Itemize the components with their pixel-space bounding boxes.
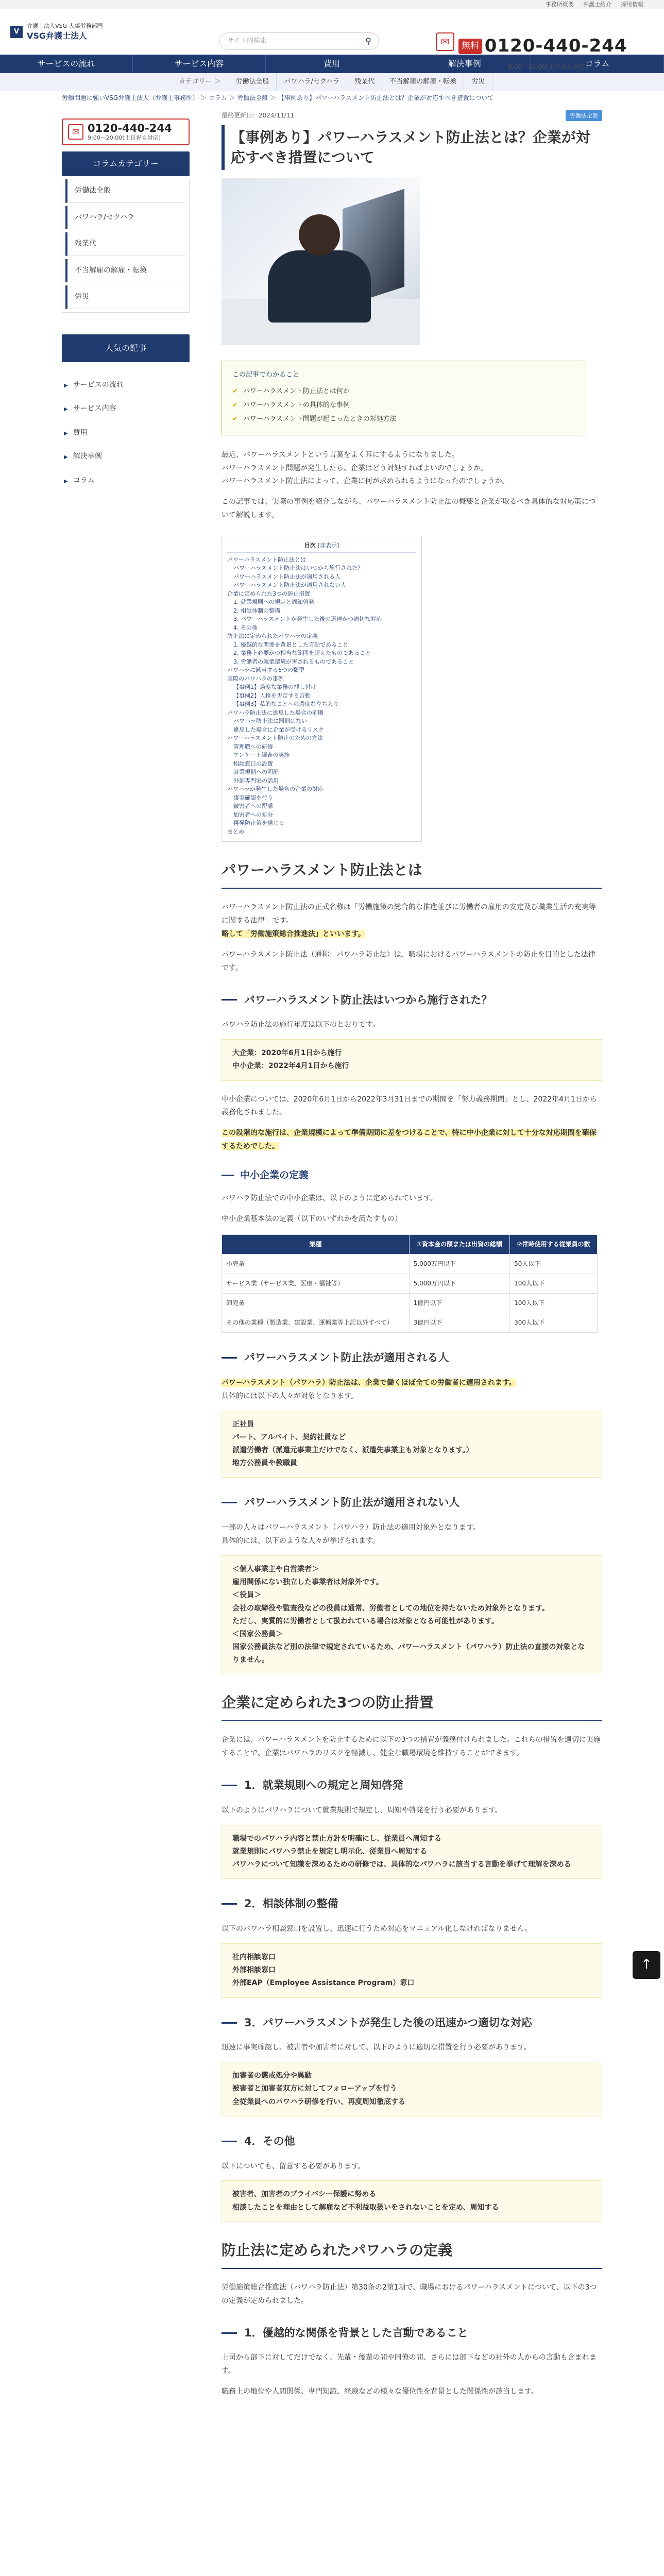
toc-item[interactable]: 再発防止策を講じる xyxy=(233,820,284,827)
section-heading: パワーハラスメント防止法とは xyxy=(222,857,602,889)
body-text: 中小企業については、2020年6月1日から2022年3月31日までの期間を「努力義務期間」とし、2022年4月1日から義務化されました。 xyxy=(222,1095,597,1117)
toc-item[interactable]: パワハラに該当する6つの類型 xyxy=(227,667,304,674)
toc-item[interactable]: 1. 就業規則への規定と周知啓発 xyxy=(233,599,314,606)
breadcrumb[interactable]: 労働問題に強いVSG弁護士法人（弁護士事務所） ＞ コラム ＞ 労働法全般 ＞ 【事例あり】パワーハラスメント防止法とは？企業が対応すべき措置について xyxy=(62,94,494,101)
category-list xyxy=(62,179,190,313)
body-text: パワハラ防止法の施行年度は以下のとおりです。 xyxy=(222,1021,380,1029)
body-text: パワーハラスメント防止法の正式名称は「労働施策の総合的な推進並びに労働者の雇用の安定及び職業生活の充実等に関する法律」です。 略して「労働施策総合推進法」といいます。 xyxy=(222,903,596,938)
body-text: 迅速に事実確認し、被害者や加害者に対して、以下のように適切な措置を行う必要があります。 xyxy=(222,2043,531,2052)
body-text: 以下についても、留意する必要があります。 xyxy=(222,2162,365,2171)
toc-item[interactable]: 実際のパワハラの事例 xyxy=(227,675,284,682)
category-item[interactable]: 労災 xyxy=(65,285,186,309)
table-header: ①資本金の額または出資の総額 xyxy=(409,1235,509,1255)
learn-item: ✔ パワーハラスメント防止法とは何か xyxy=(232,385,575,399)
sme-table xyxy=(222,1234,598,1333)
toc-list xyxy=(227,556,416,837)
popular-heading: 人気の記事 xyxy=(62,334,190,362)
gnav-item-cases[interactable]: 解決事例 xyxy=(398,55,531,73)
category-tag[interactable]: 労働法全般 xyxy=(566,110,602,121)
learn-title: この記事でわかること xyxy=(232,370,300,379)
subsection-heading: パワーハラスメント防止法が適用される人 xyxy=(222,1348,602,1367)
toc-item[interactable]: 外部専門家の活用 xyxy=(233,777,279,784)
utility-link-lawyers[interactable]: 弁護士紹介 xyxy=(583,1,611,8)
free-call-badge: 無料 xyxy=(458,39,482,54)
subsection-heading: 1．就業規則への規定と周知啓発 xyxy=(222,1776,602,1795)
popular-item[interactable]: ▶ サービス内容 xyxy=(62,399,190,418)
subnav-item[interactable]: 労働法全般 xyxy=(228,73,277,91)
toc-item[interactable]: 企業に定められた3つの防止措置 xyxy=(227,590,310,597)
subsection-heading: 1．優越的な関係を背景とした言動であること xyxy=(222,2324,602,2343)
gnav-item-services[interactable]: サービス内容 xyxy=(133,55,266,73)
subnav-item[interactable]: 労災 xyxy=(464,73,492,91)
header-phone[interactable] xyxy=(458,31,642,73)
learn-item: ✔ パワーハラスメントの具体的な事例 xyxy=(232,399,575,413)
minor-heading: 中小企業の定義 xyxy=(222,1167,602,1184)
toc-item[interactable]: パワーハラスメント防止法とは xyxy=(227,556,307,563)
toc-item[interactable]: パワハラが発生した場合の企業の対応 xyxy=(227,786,324,793)
table-header: 業種 xyxy=(222,1235,410,1255)
utility-link-about[interactable]: 事務所概要 xyxy=(546,1,574,8)
toc-item[interactable]: 【事例2】人格を否定する言動 xyxy=(233,692,311,699)
learn-item: ✔ パワーハラスメント問題が起こったときの対処方法 xyxy=(232,413,575,427)
hero-image xyxy=(222,178,420,345)
toc-item[interactable]: 被害者への配慮 xyxy=(233,803,273,810)
logo-mark: V xyxy=(10,26,23,38)
body-text: この段階的な施行は、企業規模によって準備期間に差をつけることで、特に中小企業に対して十分な対応期間を確保するためでした。 xyxy=(222,1129,597,1151)
body-text: 以下のパワハラ相談窓口を設置し、迅速に行うため対応をマニュアル化しなければなりません。 xyxy=(222,1925,532,1934)
toc-title: 目次 [非表示] xyxy=(227,541,416,553)
gnav-item-fees[interactable]: 費用 xyxy=(266,55,399,73)
body-text: 一部の人々はパワーハラスメント（パワハラ）防止法の適用対象外となります。 具体的には、以下のような人々が挙げられます。 xyxy=(222,1523,480,1546)
table-row: 小売業 5,000万円以下 50人以下 xyxy=(222,1255,598,1274)
toc-item[interactable]: 2. 業務上必要かつ相当な範囲を超えたものであること xyxy=(233,650,371,657)
sidebar xyxy=(62,105,190,2406)
logo-name: VSG弁護士法人 xyxy=(27,30,88,41)
toc-item[interactable]: アンケート調査の実施 xyxy=(233,752,290,759)
popular-list xyxy=(62,376,190,490)
list-box: 加害者の懲戒処分や異動 被害者と加害者双方に対してフォローアップを行う 全従業員へのパワハラ研修を行い、再度周知徹底する xyxy=(222,2062,602,2116)
page-title: 【事例あり】パワーハラスメント防止法とは？企業が対応すべき措置について xyxy=(222,125,602,170)
body-text: 労働施策総合推進法（パワハラ防止法）第30条の2第1項で、職場におけるパワーハラスメントについて、以下の3つの定義が定められました。 xyxy=(222,2283,597,2305)
subnav-item[interactable]: パワハラ/セクハラ xyxy=(277,73,347,91)
category-item[interactable]: 不当解雇の解雇・転換 xyxy=(65,259,186,283)
category-item[interactable]: 労働法全般 xyxy=(65,179,186,203)
table-row: その他の業種（製造業、建設業、運輸業等上記以外すべて） 3億円以下 300人以下 xyxy=(222,1313,598,1333)
toc-item[interactable]: 事実確認を行う xyxy=(233,794,273,801)
back-to-top-button[interactable]: ↑ xyxy=(633,1951,660,1979)
gnav-item-flow[interactable]: サービスの流れ xyxy=(0,55,133,73)
article xyxy=(222,105,602,2406)
subsection-heading: パワーハラスメント防止法が適用されない人 xyxy=(222,1493,602,1512)
toc-item[interactable]: 相談窓口の設置 xyxy=(233,760,273,767)
table-of-contents xyxy=(222,536,422,842)
sidebar-phone-box[interactable] xyxy=(62,118,190,145)
sidebar-phone-number[interactable]: 0120-440-244 xyxy=(88,122,172,134)
subsection-heading: パワーハラスメント防止法はいつから施行された？ xyxy=(222,991,602,1010)
toc-item[interactable]: まとめ xyxy=(227,828,244,835)
popular-item[interactable]: ▶ サービスの流れ xyxy=(62,376,190,395)
body-text: パワハラ防止法での中小企業は、以下のように定められています。 xyxy=(222,1194,437,1203)
list-box: 正社員 パート、アルバイト、契約社員など 派遣労働者（派遣元事業主だけでなく、派遣先事業主も対象となります。） 地方公務員や教職員 xyxy=(222,1411,602,1478)
highlight-box: 大企業：2020年6月1日から施行 中小企業：2022年4月1日から施行 xyxy=(222,1039,602,1080)
toc-item[interactable]: 1. 優越的な関係を背景とした言動であること xyxy=(233,641,348,648)
toc-item[interactable]: 【事例3】私的なことへの過度な立ち入り xyxy=(233,701,339,708)
body-text: パワーハラスメント防止法（通称：パワハラ防止法）は、職場におけるパワーハラスメントの防止を目的とした法律です。 xyxy=(222,950,595,972)
logo-text xyxy=(27,23,103,41)
toc-item[interactable]: 加害者への処分 xyxy=(233,811,273,818)
toc-item[interactable]: パワーハラスメント防止のための方法 xyxy=(227,735,324,742)
popular-item[interactable]: ▶ 費用 xyxy=(62,423,190,443)
intro-text: 最近、パワーハラスメントという言葉をよく耳にするようになりました。 パワーハラスメント問題が発生したら、企業はどう対処すればよいのでしょうか。 パワーハラスメント防止法によって、企業に何が求められるようになったのでしょうか。 xyxy=(222,450,509,486)
table-header: ②常時使用する従業員の数 xyxy=(510,1235,598,1255)
article-meta xyxy=(222,110,602,121)
subnav-item[interactable]: 残業代 xyxy=(347,73,382,91)
search-placeholder: サイト内検索 xyxy=(227,37,267,45)
toc-item[interactable]: 4. その他 xyxy=(233,624,258,631)
subnav-label: カテゴリー ＞ xyxy=(172,73,229,91)
list-box: 職場でのパワハラ内容と禁止方針を明確にし、従業員へ周知する 就業規則にパワハラ禁止を規定し明示化、従業員へ周知する パワハラについて知識を深めるための研修では、具体的なパワハラに該当する言動を挙げて理解を深める xyxy=(222,1825,602,1879)
toc-item[interactable]: パワハラ防止法に罰則はない xyxy=(233,718,307,725)
sidebar-hours: 9:00～20:00(土日祝も対応) xyxy=(88,134,161,142)
toc-item[interactable]: 3. パワーハラスメントが発生した後の迅速かつ適切な対応 xyxy=(233,616,382,623)
list-box: 社内相談窓口 外部相談窓口 外部EAP（Employee Assistance Program）窓口 xyxy=(222,1943,602,1998)
body-text: 上司から部下に対してだけでなく、先輩・後輩の間や同僚の間、さらには部下などの社外の人からの言動も含まれます。 xyxy=(222,2353,597,2376)
body-text: 職務上の地位や人間関係、専門知識、経験などの様々な優位性を背景とした関係性が該当します。 xyxy=(222,2387,538,2396)
header-phone-number[interactable]: 0120-440-244 xyxy=(484,36,627,56)
subsection-heading: 4．その他 xyxy=(222,2132,602,2151)
toc-toggle[interactable]: [非表示] xyxy=(317,542,339,549)
body-text: 企業には、パワーハラスメントを防止するために以下の3つの措置が義務付けられました。これらの措置を適切に実施することで、企業はパワハラのリスクを軽減し、健全な職場環境を維持することができます。 xyxy=(222,1736,601,1758)
body-text: 以下のようにパワハラについて就業規則で規定し、周知や啓発を行う必要があります。 xyxy=(222,1806,502,1815)
updated-date: 最終更新日：2024/11/11 xyxy=(222,112,295,119)
list-box: 被害者、加害者のプライバシー保護に努める 相談したことを理由として解雇など不利益取扱いをされないことを定め、周知する xyxy=(222,2180,602,2222)
toc-item[interactable]: パワハラ防止法に違反した場合の罰則 xyxy=(227,709,324,716)
body-text: 中小企業基本法の定義（以下のいずれかを満たすもの） xyxy=(222,1215,402,1224)
section-heading: 防止法に定められたパワハラの定義 xyxy=(222,2238,602,2269)
utility-bar xyxy=(0,0,664,9)
section-heading: 企業に定められた3つの防止措置 xyxy=(222,1690,602,1721)
list-box: ＜個人事業主や自営業者＞ 雇用関係にない独立した事業者は対象外です。 ＜役員＞ 会社の取締役や監査役などの役員は通常、労働者としての地位を持たないため対象外となります。 ただし、実質的に労働者として扱われている場合は対象となる可能性があります。 ＜国家公務員＞ 国家公務員法など別の法律で規定されているため、パワーハラスメント（パワハラ）防止法の直接の対象となりません。 xyxy=(222,1555,602,1675)
toc-item[interactable]: 就業規則への明記 xyxy=(233,769,279,776)
search-input[interactable] xyxy=(219,32,379,50)
toc-item[interactable]: 違反した場合に企業が受けるリスク xyxy=(233,726,324,733)
toc-item[interactable]: 3. 労働者の就業環境が害されるものであること xyxy=(233,658,354,665)
mail-icon: ✉ xyxy=(68,124,83,140)
header-hours: 9:00～20:00(土日祝も対応) xyxy=(508,63,588,71)
gnav-item-column[interactable]: コラム xyxy=(531,55,664,73)
logo-subtitle: 弁護士法人VSG 人事労務部門 xyxy=(27,22,103,29)
table-row: サービス業（サービス業、医療・福祉等） 5,000万円以下 100人以下 xyxy=(222,1274,598,1294)
body-text: パワーハラスメント（パワハラ）防止法は、企業で働くほぼ全ての労働者に適用されます。 具体的には以下の人々が対象となります。 xyxy=(222,1378,516,1400)
toc-item[interactable]: 2. 相談体制の整備 xyxy=(233,607,280,614)
popular-item[interactable]: ▶ 解決事例 xyxy=(62,447,190,466)
learn-box xyxy=(222,361,586,435)
subnav-item[interactable]: 不当解雇の解雇・転換 xyxy=(382,73,464,91)
category-item[interactable]: パワハラ/セクハラ xyxy=(65,206,186,230)
toc-item[interactable]: パワーハラスメント防止法が適用される人 xyxy=(233,573,341,580)
toc-item[interactable]: パワーハラスメント防止法はいつから施行された？ xyxy=(233,565,364,572)
utility-link-recruit[interactable]: 採用情報 xyxy=(621,1,643,8)
subsection-heading: 3．パワーハラスメントが発生した後の迅速かつ適切な対応 xyxy=(222,2013,602,2032)
toc-item[interactable]: 防止法に定められたパワハラの定義 xyxy=(227,633,318,640)
intro-text-2: この記事では、実際の事例を紹介しながら、パワーハラスメント防止法の概要と企業が取るべき具体的な対応策について解説します。 xyxy=(222,498,596,520)
category-heading: コラムカテゴリー xyxy=(62,151,190,176)
toc-item[interactable]: パワーハラスメント防止法が適用されない人 xyxy=(233,582,347,589)
subsection-heading: 2．相談体制の整備 xyxy=(222,1894,602,1913)
popular-item[interactable]: ▶ コラム xyxy=(62,471,190,490)
toc-item[interactable]: 【事例1】過度な業務の押し付け xyxy=(233,684,316,691)
category-item[interactable]: 残業代 xyxy=(65,232,186,256)
mail-icon[interactable]: ✉ xyxy=(436,32,454,51)
site-logo[interactable] xyxy=(10,23,103,41)
search-icon[interactable]: ⚲ xyxy=(365,36,371,46)
category-subnav xyxy=(0,73,664,91)
toc-item[interactable]: 管理職への研修 xyxy=(233,743,273,750)
table-row: 卸売業 1億円以下 100人以下 xyxy=(222,1294,598,1313)
